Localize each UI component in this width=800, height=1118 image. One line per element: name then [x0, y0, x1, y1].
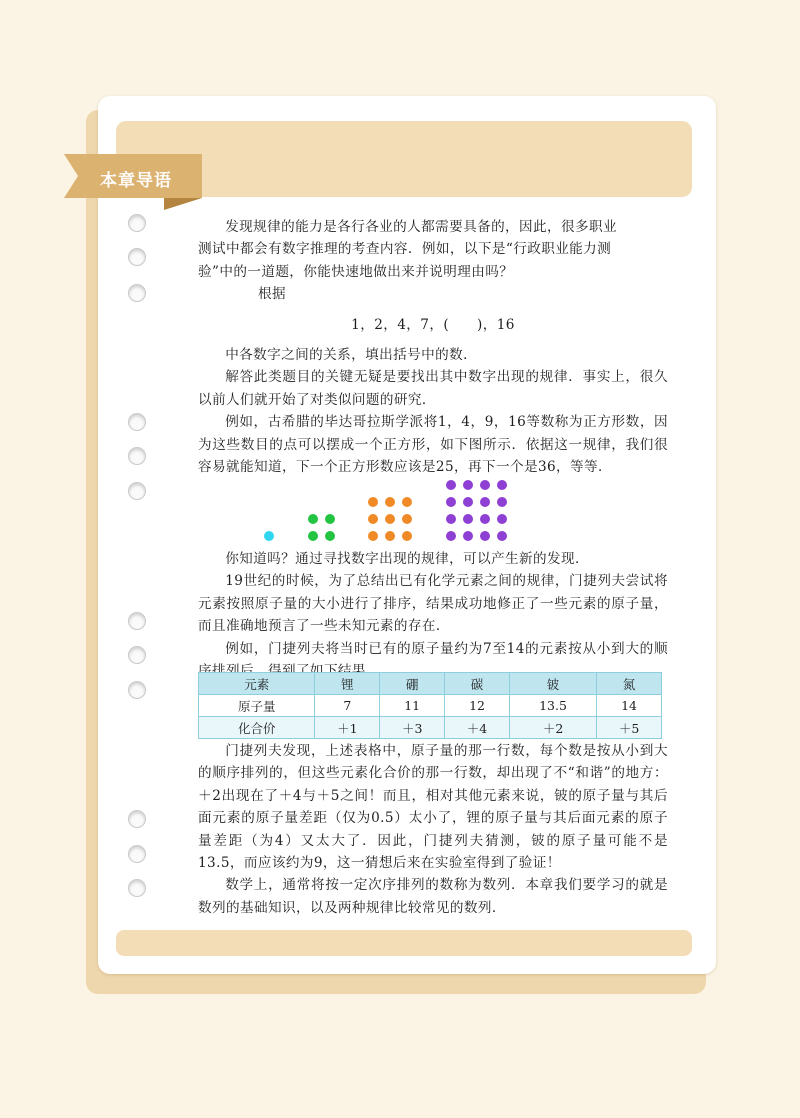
binder-ring-icon: [128, 879, 146, 897]
intro-line-3: 验”中的一道题，你能快速地做出来并说明理由吗？: [198, 263, 514, 280]
square-number-dot: [385, 531, 395, 541]
square-number-dot: [497, 480, 507, 490]
square-number-dot: [325, 514, 335, 524]
square-number-dot: [480, 514, 490, 524]
paragraph-discovery: 你知道吗？通过寻找数字出现的规律，可以产生新的发现．: [225, 551, 590, 567]
square-number-dot: [368, 497, 378, 507]
paragraph-example: 例如，门捷列夫将当时已有的原子量约为7至14的元素按从小到大的顺序排列后，得到了如下结果．: [198, 640, 668, 680]
mendeleev-section: [198, 548, 668, 682]
binder-ring-icon: [128, 681, 146, 699]
header-band: [116, 121, 692, 197]
square-number-dot: [497, 497, 507, 507]
fill-instruction: 中各数字之间的关系，填出括号中的数．: [225, 347, 478, 364]
intro-line-2: 测试中都会有数字推理的考查内容．例如，以下是“行政职业能力测: [198, 241, 612, 258]
square-number-dot: [368, 514, 378, 524]
intro-section: [198, 216, 668, 478]
binder-ring-icon: [128, 810, 146, 828]
table-header-cell: 锂: [315, 673, 380, 695]
binder-ring-icon: [128, 413, 146, 431]
ribbon-fold: [164, 198, 202, 210]
square-number-dot: [385, 514, 395, 524]
square-number-dot: [325, 531, 335, 541]
table-cell: 12: [445, 695, 510, 717]
square-number-dot: [480, 497, 490, 507]
table-row: [199, 695, 662, 717]
binder-ring-icon: [128, 284, 146, 302]
square-number-dot: [463, 514, 473, 524]
table-header-cell: 氮: [597, 673, 662, 695]
table-cell: ＋3: [380, 717, 445, 739]
square-number-dot: [446, 497, 456, 507]
table-cell: 13.5: [509, 695, 596, 717]
square-number-dot: [385, 497, 395, 507]
table-header-cell: 元素: [199, 673, 315, 695]
table-cell: ＋4: [445, 717, 510, 739]
conclusion-section: [198, 740, 668, 919]
table-cell: 化合价: [199, 717, 315, 739]
paragraph-mendeleev: 19世纪的时候，为了总结出已有化学元素之间的规律，门捷列夫尝试将元素按照原子量的大小进行了排序，结果成功地修正了一些元素的原子量，而且准确地预言了一些未知元素的存在．: [198, 573, 668, 635]
intro-line-1: 发现规律的能力是各行各业的人都需要具备的，因此，很多职业: [225, 219, 618, 235]
square-number-dot: [402, 497, 412, 507]
square-number-dot: [463, 497, 473, 507]
table-header-row: [199, 673, 662, 695]
paragraph-analysis: 门捷列夫发现，上述表格中，原子量的那一行数，每个数是按从小到大的顺序排列的，但这些元素化合价的那一行数，却出现了不“和谐”的地方：＋2出现在了＋4与＋5之间！而且，相对其他元素来说，铍的原子量与其后面元素的原子量差距（仅为0.5）太小了，锂的原子量与其后面元素的原子量差距（为4）又太大了．因此，门捷列夫猜测，铍的原子量可能不是13.5，而应该约为9，这一猜想后来在实验室得到了验证！: [198, 743, 668, 872]
footer-band: [116, 930, 692, 956]
element-table: [198, 672, 662, 739]
square-number-dot: [308, 514, 318, 524]
binder-ring-icon: [128, 612, 146, 630]
table-row: [199, 717, 662, 739]
square-number-dot: [480, 480, 490, 490]
square-number-dot: [463, 531, 473, 541]
binder-ring-icon: [128, 845, 146, 863]
square-number-dot: [402, 514, 412, 524]
table-cell: 11: [380, 695, 445, 717]
square-number-dot: [446, 514, 456, 524]
binder-ring-icon: [128, 248, 146, 266]
number-sequence: 1，2，4，7，( )，16: [351, 316, 515, 333]
intro-paragraph-2: 解答此类题目的关键无疑是要找出其中数字出现的规律．事实上，很久以前人们就开始了对类似问题的研究．: [198, 369, 668, 408]
table-cell: 7: [315, 695, 380, 717]
square-number-dot: [497, 514, 507, 524]
intro-paragraph-3: 例如，古希腊的毕达哥拉斯学派将1，4，9，16等数称为正方形数，因为这些数目的点可以摆成一个正方形，如下图所示．依据这一规律，我们很容易就能知道，下一个正方形数应该是25，再下一个是36，等等．: [198, 414, 668, 476]
binder-ring-icon: [128, 646, 146, 664]
square-number-dot: [446, 480, 456, 490]
binder-ring-icon: [128, 482, 146, 500]
square-number-dot: [497, 531, 507, 541]
table-cell: ＋1: [315, 717, 380, 739]
table-cell: ＋2: [509, 717, 596, 739]
genju-label: 根据: [258, 286, 286, 303]
square-number-dot: [264, 531, 274, 541]
square-number-dot: [402, 531, 412, 541]
table-cell: ＋5: [597, 717, 662, 739]
table-header-cell: 碳: [445, 673, 510, 695]
square-numbers-figure: [258, 478, 558, 550]
table-header-cell: 铍: [509, 673, 596, 695]
table-header-cell: 硼: [380, 673, 445, 695]
square-number-dot: [308, 531, 318, 541]
square-number-dot: [463, 480, 473, 490]
binder-ring-icon: [128, 447, 146, 465]
square-number-dot: [368, 531, 378, 541]
table-cell: 14: [597, 695, 662, 717]
square-number-dot: [446, 531, 456, 541]
binder-ring-icon: [128, 214, 146, 232]
chapter-label: 本章导语: [100, 171, 172, 191]
table-cell: 原子量: [199, 695, 315, 717]
paragraph-sequence-definition: 数学上，通常将按一定次序排列的数称为数列．本章我们要学习的就是数列的基础知识，以及两种规律比较常见的数列．: [198, 877, 668, 916]
square-number-dot: [480, 531, 490, 541]
